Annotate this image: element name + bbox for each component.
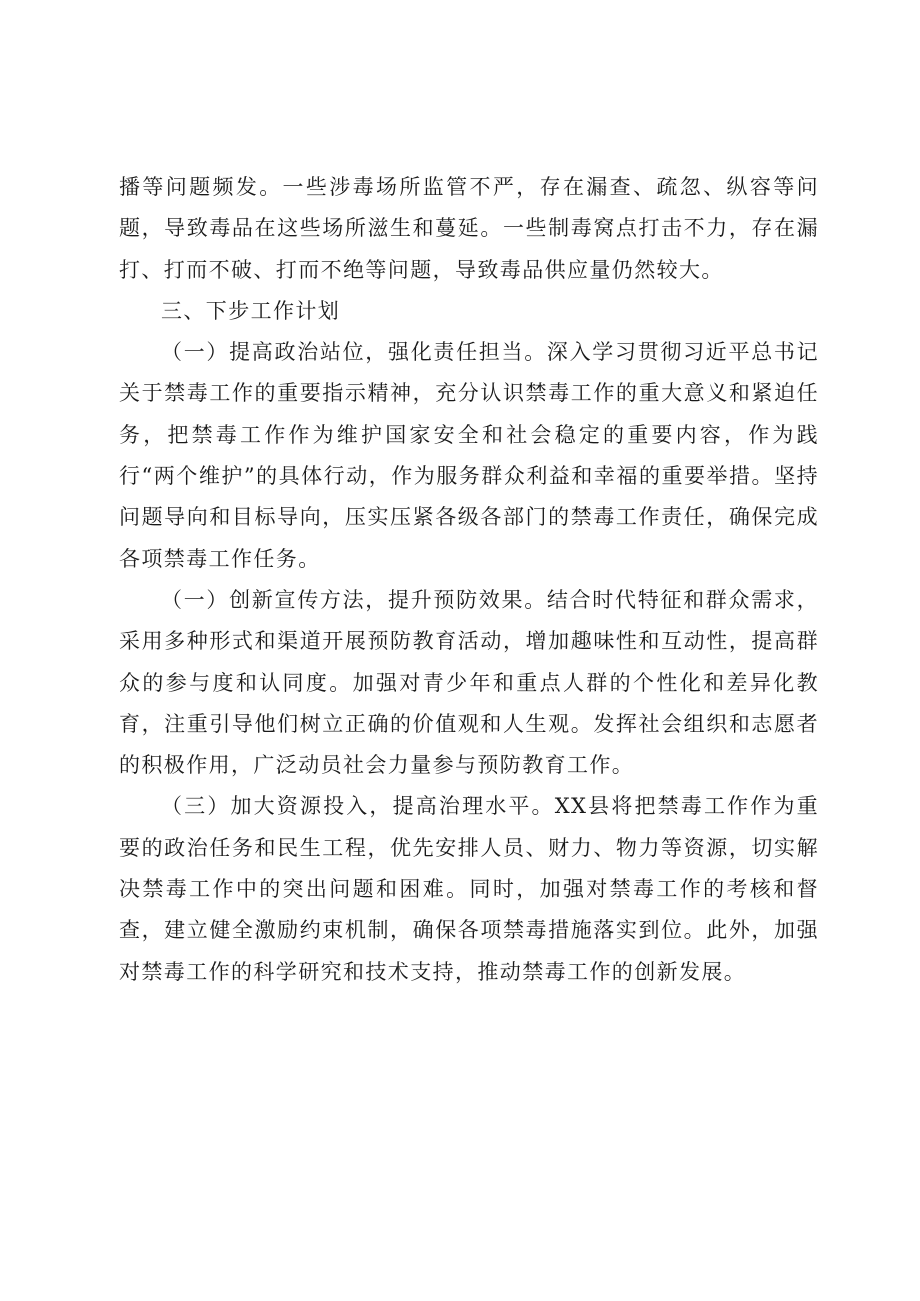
section-heading: 三、下步工作计划 <box>161 298 341 323</box>
document-body <box>119 167 819 993</box>
plan-item-1-paragraph: （一）提高政治站位，强化责任担当。深入学习贯彻习近平总书记关于禁毒工作的重要指示精神，充分认识禁毒工作的重大意义和紧迫任务，把禁毒工作作为维护国家安全和社会稳定的重要内容，作为践行“两个维护”的具体行动，作为服务群众利益和幸福的重要举措。坚持问题导向和目标导向，压实压紧各级各部门的禁毒工作责任，确保完成各项禁毒工作任务。 <box>119 340 819 571</box>
continuation-paragraph: 播等问题频发。一些涉毒场所监管不严，存在漏查、疏忽、纵容等问题，导致毒品在这些场所滋生和蔓延。一些制毒窝点打击不力，存在漏打、打而不破、打而不绝等问题，导致毒品供应量仍然较大。 <box>119 175 819 282</box>
plan-item-3-paragraph: （三）加大资源投入，提高治理水平。XX县将把禁毒工作作为重要的政治任务和民生工程，优先安排人员、财力、物力等资源，切实解决禁毒工作中的突出问题和困难。同时，加强对禁毒工作的考核和督查，建立健全激励约束机制，确保各项禁毒措施落实到位。此外，加强对禁毒工作的科学研究和技术支持，推动禁毒工作的创新发展。 <box>119 794 819 984</box>
plan-item-2-paragraph: （一）创新宣传方法，提升预防效果。结合时代特征和群众需求，采用多种形式和渠道开展预防教育活动，增加趣味性和互动性，提高群众的参与度和认同度。加强对青少年和重点人群的个性化和差异化教育，注重引导他们树立正确的价值观和人生观。发挥社会组织和志愿者的积极作用，广泛动员社会力量参与预防教育工作。 <box>119 587 819 778</box>
